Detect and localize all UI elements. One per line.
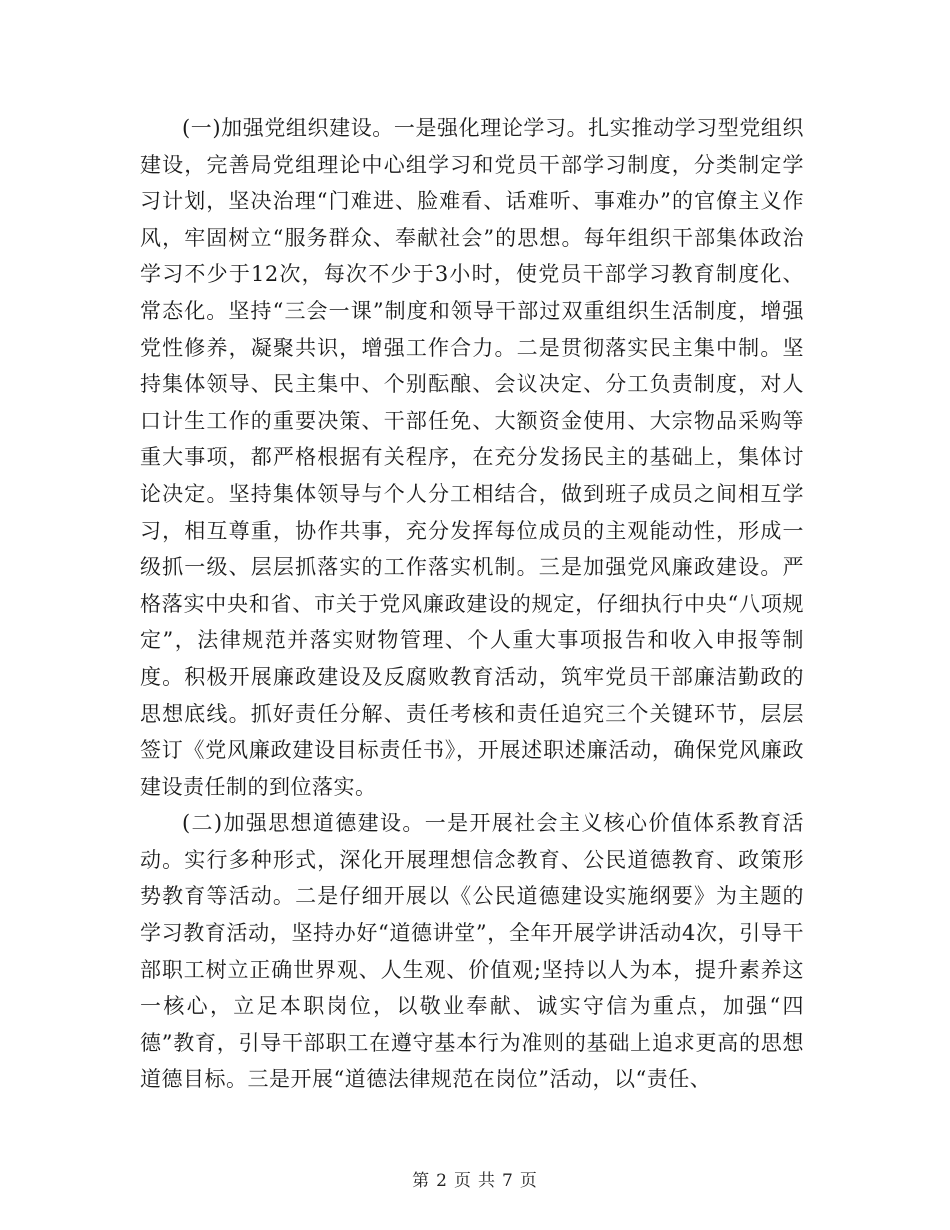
paragraph-party-organization: (一)加强党组织建设。一是强化理论学习。扎实推动学习型党组织建设，完善局党组理论中心组学习和党员干部学习制度，分类制定学习计划，坚决治理“门难进、脸难看、话难听、事难办”的官僚主义作风，牢固树立“服务群众、奉献社会”的思想。每年组织干部集体政治学习不少于12次，每次不少于3小时，使党员干部学习教育制度化、常态化。坚持“三会一课”制度和领导干部过双重组织生活制度，增强党性修养，凝聚共识，增强工作合力。二是贯彻落实民主集中制。坚持集体领导、民主集中、个别酝酿、会议决定、分工负责制度，对人口计生工作的重要决策、干部任免、大额资金使用、大宗物品采购等重大事项，都严格根据有关程序，在充分发扬民主的基础上，集体讨论决定。坚持集体领导与个人分工相结合，做到班子成员之间相互学习，相互尊重，协作共事，充分发挥每位成员的主观能动性，形成一级抓一级、层层抓落实的工作落实机制。三是加强党风廉政建设。严格落实中央和省、市关于党风廉政建设的规定，仔细执行中央“八项规定”，法律规范并落实财物管理、个人重大事项报告和收入申报等制度。积极开展廉政建设及反腐败教育活动，筑牢党员干部廉洁勤政的思想底线。抓好责任分解、责任考核和责任追究三个关键环节，层层签订《党风廉政建设目标责任书》，开展述职述廉活动，确保党风廉政建设责任制的到位落实。	[140, 116, 804, 799]
page-footer	[0, 1166, 950, 1191]
paragraph-moral-construction: (二)加强思想道德建设。一是开展社会主义核心价值体系教育活动。实行多种形式，深化开展理想信念教育、公民道德教育、政策形势教育等活动。二是仔细开展以《公民道德建设实施纲要》为主题的学习教育活动，坚持办好“道德讲堂”，全年开展学讲活动4次，引导干部职工树立正确世界观、人生观、价值观;坚持以人为本，提升素养这一核心，立足本职岗位，以敬业奉献、诚实守信为重点，加强“四德”教育，引导干部职工在遵守基本行为准则的基础上追求更高的思想道德目标。三是开展“道德法律规范在岗位”活动，以“责任、	[140, 811, 804, 1092]
footer-page-word: 页	[454, 1171, 472, 1191]
footer-current-page: 2	[436, 1171, 448, 1191]
footer-prefix: 第	[412, 1171, 431, 1191]
footer-total-word: 共	[478, 1171, 496, 1191]
footer-suffix: 页	[519, 1171, 538, 1191]
footer-total-pages: 7	[502, 1171, 514, 1191]
document-body	[140, 110, 804, 1098]
